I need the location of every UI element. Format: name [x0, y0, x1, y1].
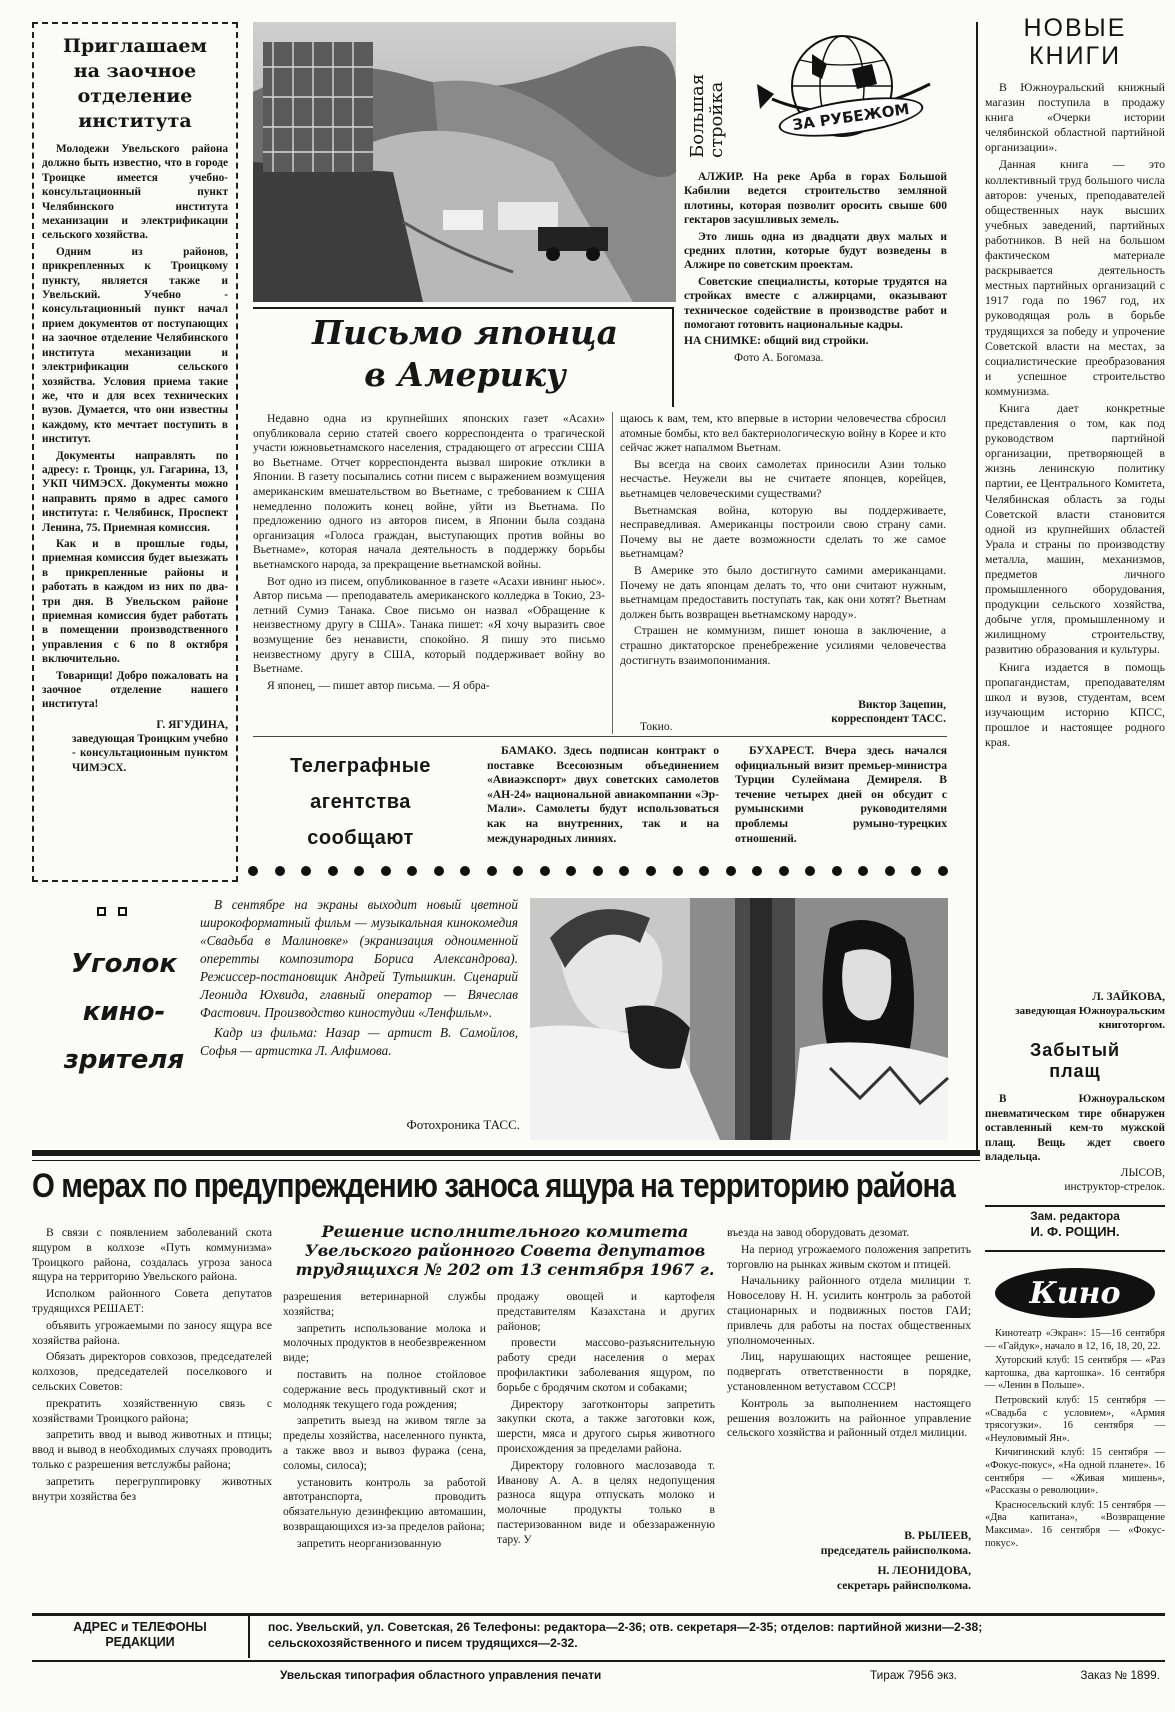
- right-column-divider: [976, 22, 978, 1150]
- decree-column-3: продажу овощей и картофеля представителям Казахстана и других районов; провести массово-разъяснительную работу среди населения о мерах профилактики заболевания ящуром, по борьбе с бродячим скотом и собаками; Директору заготконторы запретить закупки скота, а также заготовки кож, шерсти, мяса и другого сырья животного происхождения за пределами района. Директору головного маслозавода т. Иванову А. А. в целях недопущения разноса ящура отпускать молоко и молочные продукты только в пастеризованном виде и обеззараженную тару. У: [497, 1290, 715, 1546]
- telegraph-bucharest: БУХАРЕСТ. Вчера здесь начался официальный визит премьер-министра Турции Сулеймана Демиреля. В течение четырех дней он обсудит с румынскими руководителями проблемы румыно-турецких отношений.: [735, 744, 947, 845]
- kino-item: Кичигинский клуб: 15 сентября — «Фокус-покус», «На одной планете». 16 сентября — «Живая мишень», «Рассказы о революции».: [985, 1447, 1165, 1497]
- kino-item: Красносельский клуб: 15 сентября — «Два капитана», «Возвращение Максима». 16 сентября — «Фокус-покус».: [985, 1499, 1165, 1549]
- letter-place: Токио.: [640, 720, 673, 733]
- za-rubezhom-badge: [752, 24, 942, 164]
- construction-photo-image: [253, 22, 676, 302]
- books-title: НОВЫЕ КНИГИ: [1023, 14, 1127, 70]
- cinema-corner-text: В сентябре на экраны выходит новый цветной широкоформатный фильм — музыкальная кинокомедия «Свадьба в Малиновке» (экранизация одноименной оперетты композитора Бориса Александрова). Режиссер-постановщик Андрей Тутышкин. Сценарий Леонида Юхвида, главный оператор — Вячеслав Фастович. Производство киностудии «Ленфильм». Кадр из фильма: Назар — артист В. Самойлов, Софья — артистка Л. Алфимова.: [200, 897, 518, 1058]
- footer-rule-bottom: [32, 1660, 1165, 1662]
- letter-title-rule-right: [672, 307, 674, 407]
- footer-rule-top: [32, 1613, 1165, 1616]
- editor-block: Зам. редактора И. Ф. РОЩИН.: [1030, 1209, 1120, 1239]
- construction-caption: НА СНИМКЕ: общий вид стройки.: [684, 335, 869, 348]
- decree-column-4: въезда на завод оборудовать дезомат. На период угрожаемого положения запретить торговлю на рынках живым скотом и птицей. Начальнику районного отдела милиции т. Новоселову Н. Н. усилить контроль за работой стационарных и подвижных постов ГАИ; привлечь для работы на постах общественных уполномоченных. Лиц, нарушающих настоящее решение, подвергать ответственности в порядке, установленном ветуставом СССР! Контроль за выполнением настоящего решения возложить на районное управление сельского хозяйства и районный отдел милиции.: [727, 1226, 971, 1440]
- decree-column-1: В связи с появлением заболеваний скота ящуром в колхозе «Путь коммунизма» Троицкого района, создалась угроза заноса ящура на территорию Увельского района. Исполком районного Совета депутатов трудящихся РЕШАЕТ: объявить угрожаемыми по заносу ящура все хозяйства района. Обязать директоров совхозов, председателей колхозов, председателей поселкового и сельских Советов: прекратить хозяйственную связь с хозяйствами Троицкого района; запретить ввод и вывод животных и птицы; ввод и вывод в необходимых случаях проводить только с разрешения ветслужбы района; запретить перегруппировку животных внутри хозяйства без: [32, 1226, 272, 1503]
- raincoat-signature: ЛЫСОВ, инструктор-стрелок.: [1064, 1167, 1165, 1193]
- kino-item: Хуторский клуб: 15 сентября — «Раз картошка, два картошка». 16 сентября — «Ленин в Польше».: [985, 1355, 1165, 1392]
- decree-signatures: В. РЫЛЕЕВ, председатель райисполкома. Н. ЛЕОНИДОВА, секретарь райисполкома.: [820, 1529, 971, 1592]
- invite-title: Приглашаем на заочное отделение института: [63, 35, 207, 132]
- invite-box: [32, 22, 238, 882]
- dotted-separator: [248, 866, 948, 878]
- footer-circulation: Тираж 7956 экз.: [870, 1668, 958, 1682]
- telegraph-title: Телеграфные агентства сообщают: [290, 755, 431, 849]
- construction-photo: [253, 22, 676, 302]
- editor-rule-top: [985, 1205, 1165, 1207]
- construction-credit: Фото А. Богомаза.: [734, 351, 824, 364]
- footer-order: Заказ № 1899.: [1080, 1668, 1160, 1682]
- letter-bottom-rule: [253, 736, 947, 737]
- globe-icon: [752, 24, 942, 164]
- cinema-squares: [97, 901, 157, 915]
- footer-address: пос. Увельский, ул. Советская, 26 Телефоны: редактора—2-36; отв. секретаря—2-35; отделов: партийной жизни—2-38; сельскохозяйственного и писем трудящихся—2-32.: [268, 1620, 983, 1650]
- invite-body: Молодежи Увельского района должно быть известно, что в городе Троицке имеется учебно-консультационный пункт Челябинского института механизации и электрификации сельского хозяйства. Одним из районов, прикрепленных к Троицкому пункту, является также и Увельский. Учебно - консультационный пункт начал прием документов от поступающих на заочное отделение Челябинского института механизации и электрификации сельского хозяйства. Условия приема такие же, что и для всех технических вузов. Думается, что они известны каждому, кто мечтает поступить в институт. Документы направлять по адресу: г. Троицк, ул. Гагарина, 13, УКП ЧИМЭСХ. Документы можно направить прямо в адрес самого института: г. Челябинск, Проспект Ленина, 75. Приемная комиссия. Как и в прошлые годы, приемная комиссия будет выезжать в прикрепленные районы и работать в каждом из них по два-три дня. В Увельском районе приемная комиссия будет работать в помещении производственного управления с 6 по 8 октября включительно. Товарищи! Добро пожаловать на заочное отделение нашего института!: [42, 143, 228, 711]
- letter-title-rule: [253, 307, 673, 309]
- books-signature: Л. ЗАЙКОВА, заведующая Южноуральским книготоргом.: [1015, 991, 1165, 1031]
- cinema-corner-caption: Кадр из фильма: Назар — артист В. Самойлов, Софья — артистка Л. Алфимова.: [200, 1025, 518, 1058]
- cinema-corner-title: Уголок кино- зрителя: [63, 949, 185, 1075]
- invite-signature: Г. ЯГУДИНА,: [156, 718, 228, 731]
- kino-listings: [985, 1328, 1165, 1616]
- decree-top-rule-thin: [32, 1160, 980, 1161]
- footer-label: АДРЕС и ТЕЛЕФОНЫ РЕДАКЦИИ: [73, 1620, 207, 1649]
- za-rubezhom-label: ЗА РУБЕЖОМ: [776, 90, 925, 144]
- decree-column-2: разрешения ветеринарной службы хозяйства; запретить использование молока и молочных продуктов в необезвреженном виде; поставить на полное стойловое содержание весь продуктивный скот и молодняк текущего года рождения; запретить выезд на живом тягле за пределы хозяйства, населенного пункта, а также ввоз и вывоз фуража (сена, соломы, силоса); установить контроль за работой автотранспорта, проводить обязательную дезинфекцию автомашин, возвращающихся из-за пределов района; запретить неорганизованную: [283, 1290, 486, 1550]
- letter-column-2: щаюсь к вам, тем, кто впервые в истории человечества сбросил атомные бомбы, кто вел бактериологическую войну в Корее и кто сейчас жжет напалмом Вьетнам. Вы всегда на своих самолетах приносили Азии только несчастье. Неужели вы не считаете японцев, корейцев, вьетнамцев человеческими существами? Вьетнамская война, которую вы поддерживаете, несправедливая. Американцы построили свою страну сами. Почему вы не даете возможности сделать то же самое вьетнамцам? В Америке это было достигнуто самими американцами. Почему не дать японцам делать то, что они считают нужным, вьетнамцам предоставить поступать так, как они хотят? Вьетнам должен быть возвращен вьетнамскому народу». Страшен не коммунизм, пишет юноша в заключение, а страшно диктаторское пренебрежение усилиями человечества достигнуть взаимопонимания.: [620, 412, 946, 667]
- kino-item: Петровский клуб: 15 сентября — «Свадьба с условием», «Армия трясогузки». 16 сентября — «Неуловимый Ян».: [985, 1394, 1165, 1444]
- decree-subtitle: Решение исполнительного комитета Увельского районного Совета депутатов трудящихся № 202 от 13 сентября 1967 г.: [295, 1222, 715, 1279]
- telegraph-bamako: БАМАКО. Здесь подписан контракт о поставке Всесоюзным объединением «Авиаэкспорт» двух советских самолетов «АН-24» национальной авиакомпании «Эр-Мали». Самолеты будут использоваться как на внутренних, так и на международных линиях.: [487, 744, 719, 845]
- books-text: В Южноуральский книжный магазин поступила в продажу книга «Очерки истории челябинской областной партийной организации». Данная книга — это коллективный труд большого числа авторов: ученых, преподавателей общественных наук высших учебных заведений, партийных работников. В ней на большом фактическом материале раскрывается деятельность местных партийных организаций с 1917 года по 1967 год, их руководящая роль в борьбе трудящихся за победу и упрочение Советской власти на местах, за социалистические преобразования и успешное строительство коммунизма. Книга дает конкретные представления о том, как под руководством партийной организации, претворяющей в жизнь ленинскую политику партии, ее Центрального Комитета, Челябинская область за годы Советской власти становится одной из крупнейших областей Урала и страны по производству металла, машин, механизмов, предметов личного промышленного оборудования, продукции сельского хозяйства, добыче угля, промышленному и жилищному строительству, развитию образования и культуры. Книга издается в помощь пропагандистам, преподавателям школ и вузов, студентам, всем изучающим историю КПСС, прошлое и настоящее родного края.: [985, 80, 1165, 750]
- raincoat-text: В Южноуральском пневматическом тире обнаружен оставленный кем-то мужской плащ. Вещь ждет своего владельца.: [985, 1093, 1165, 1164]
- letter-col-divider: [612, 412, 613, 734]
- letter-column-1: Недавно одна из крупнейших японских газет «Асахи» опубликовала серию статей своего корреспондента о трагической участи южновьетнамского населения, страдающего от агрессии США во Вьетнаме. Отчет корреспондента вызвал широкие отклики в Японии. В газету посыпались сотни писем с выражением возмущения американским вмешательством во Вьетнаме, с требованием к США немедленно положить конец войне, уйти из Вьетнама. По предложению одного из авторов писем, в Японии была создана организация «Голоса граждан, выступающих против войны во Вьетнаме», которая начала деятельность в поддержку борьбы вьетнамского народа, за прекращение вьетнамской войны. Вот одно из писем, опубликованное в газете «Асахи ивнинг ньюс». Автор письма — преподаватель американского колледжа в Токио, 23-летний Сумиэ Танака. Свое письмо он назвал «Обращение к неизвестному другу в США». Танака пишет: «Я хочу выразить свое возмущение без ненависти, спокойно. Я пишу это письмо неизвестному другу в США, который поддерживает войну во Вьетнаме. Я японец, — пишет автор письма. — Я обра-: [253, 412, 605, 692]
- raincoat-title: Забытый плащ: [1029, 1040, 1121, 1081]
- decree-top-rule-thick: [32, 1150, 980, 1156]
- decree-headline: О мерах по предупреждению заноса ящура на территорию района: [32, 1167, 955, 1206]
- invite-signature-role: заведующая Троицким учебно - консультационным пунктом ЧИМЭСХ.: [72, 732, 228, 775]
- kino-item: Кинотеатр «Экран»: 15—16 сентября — «Гайдук», начало в 12, 16, 18, 20, 22.: [985, 1328, 1165, 1352]
- kino-logo: Кино: [995, 1268, 1155, 1318]
- construction-vertical-title: Большая стройка: [687, 73, 727, 158]
- footer-printer: Увельская типография областного управления печати: [280, 1668, 602, 1682]
- letter-title: Письмо японца в Америку: [311, 313, 619, 394]
- construction-text: АЛЖИР. На реке Арба в горах Большой Кабилии ведется строительство земляной плотины, которая позволит оросить свыше 600 гектаров засушливых земель. Это лишь одна из двадцати двух малых и средних плотин, которые будут возведены в Алжире по советским проектам. Советские специалисты, которые трудятся на стройках вместе с алжирцами, оказывают техническое содействие в производстве работ и помогают готовить национальные кадры. НА СНИМКЕ: общий вид стройки. Фото А. Богомаза.: [684, 171, 947, 364]
- footer-divider: [248, 1616, 250, 1658]
- film-still-image: [530, 898, 948, 1140]
- cinema-corner-credit: Фотохроника ТАСС.: [406, 1117, 520, 1132]
- film-still-photo: [530, 898, 948, 1140]
- editor-rule-bottom: [985, 1250, 1165, 1252]
- letter-signature: Виктор Зацепин, корреспондент ТАСС.: [831, 699, 946, 725]
